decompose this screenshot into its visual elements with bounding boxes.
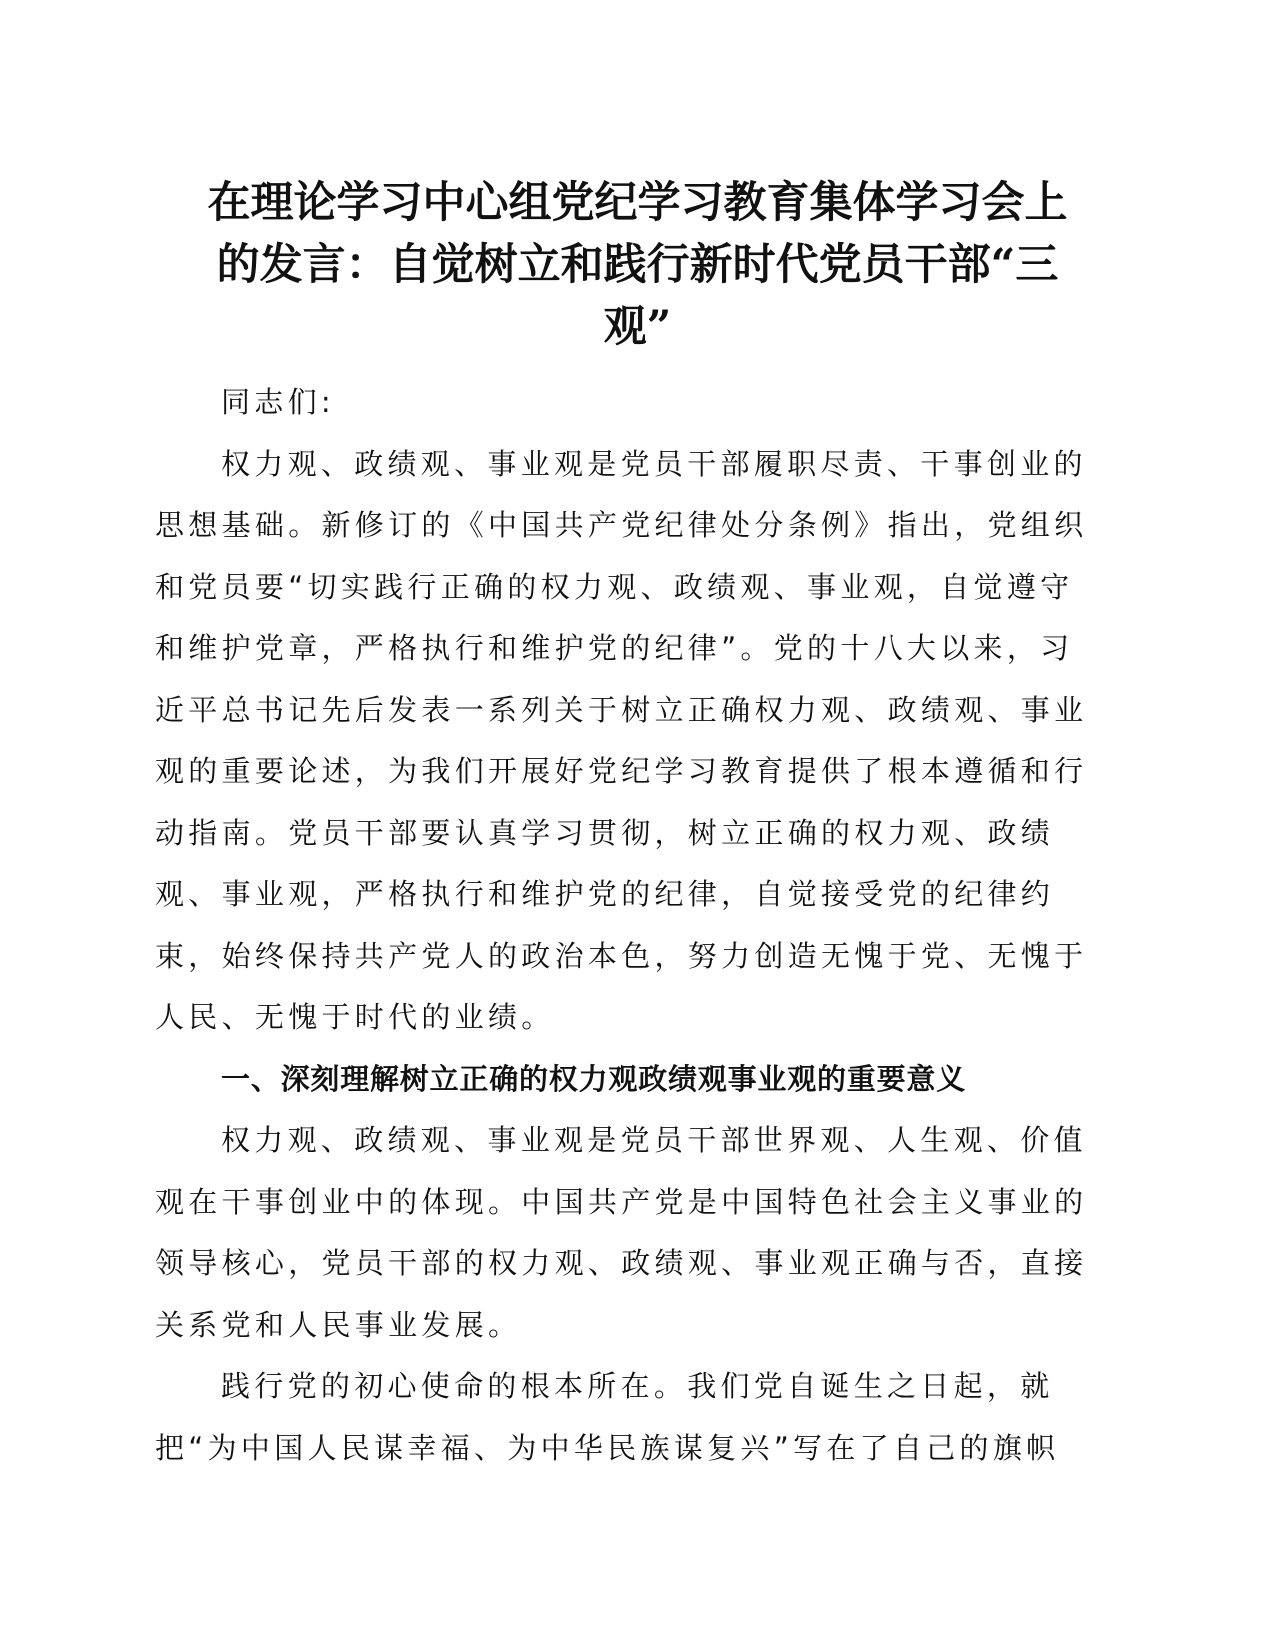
document-title: [150, 172, 1125, 358]
paragraph-line: 观、事业观，严格执行和维护党的纪律，自觉接受党的纪律约: [155, 877, 1055, 911]
document-body: [155, 372, 1095, 1479]
paragraph-line: 关系党和人民事业发展。: [155, 1307, 522, 1342]
paragraph-line: 动指南。党员干部要认真学习贯彻，树立正确的权力观、政绩: [155, 815, 1055, 850]
title-line: 的发言：自觉树立和践行新时代党员干部“三: [216, 240, 1059, 290]
paragraph-section-1: [155, 1110, 1095, 1356]
paragraph-line: 近平总书记先后发表一系列关于树立正确权力观、政绩观、事业: [155, 692, 1088, 727]
title-line: 观”: [603, 302, 672, 352]
paragraph-line: 和党员要“切实践行正确的权力观、政绩观、事业观，自觉遵守: [155, 569, 1074, 604]
paragraph-line: 人民、无愧于时代的业绩。: [155, 1000, 555, 1034]
paragraph-line: 践行党的初心使命的根本所在。我们党自诞生之日起，就: [221, 1369, 1054, 1403]
paragraph-line: 权力观、政绩观、事业观是党员干部世界观、人生观、价值: [221, 1123, 1087, 1157]
paragraph-line: 权力观、政绩观、事业观是党员干部履职尽责、干事创业的: [221, 446, 1087, 481]
paragraph-line: 观的重要论述，为我们开展好党纪学习教育提供了根本遵循和行: [155, 754, 1088, 788]
salutation: 同志们:: [221, 385, 335, 419]
paragraph-line: 观在干事创业中的体现。中国共产党是中国特色社会主义事业的: [155, 1184, 1088, 1219]
section-heading-1: 一、深刻理解树立正确的权力观政绩观事业观的重要意义: [221, 1061, 967, 1096]
paragraph-line: 思想基础。新修订的《中国共产党纪律处分条例》指出，党组织: [155, 508, 1088, 542]
paragraph-intro: [155, 434, 1095, 1049]
paragraph-line: 束，始终保持共产党人的政治本色，努力创造无愧于党、无愧于: [155, 938, 1088, 973]
paragraph-line: 领导核心，党员干部的权力观、政绩观、事业观正确与否，直接: [155, 1246, 1088, 1280]
title-line: 在理论学习中心组党纪学习教育集体学习会上: [207, 178, 1068, 228]
paragraph-mission: [155, 1356, 1095, 1479]
paragraph-line: 把“为中国人民谋幸福、为中华民族谋复兴”写在了自己的旗帜: [155, 1430, 1060, 1465]
paragraph-line: 和维护党章，严格执行和维护党的纪律”。党的十八大以来，习: [155, 631, 1074, 665]
